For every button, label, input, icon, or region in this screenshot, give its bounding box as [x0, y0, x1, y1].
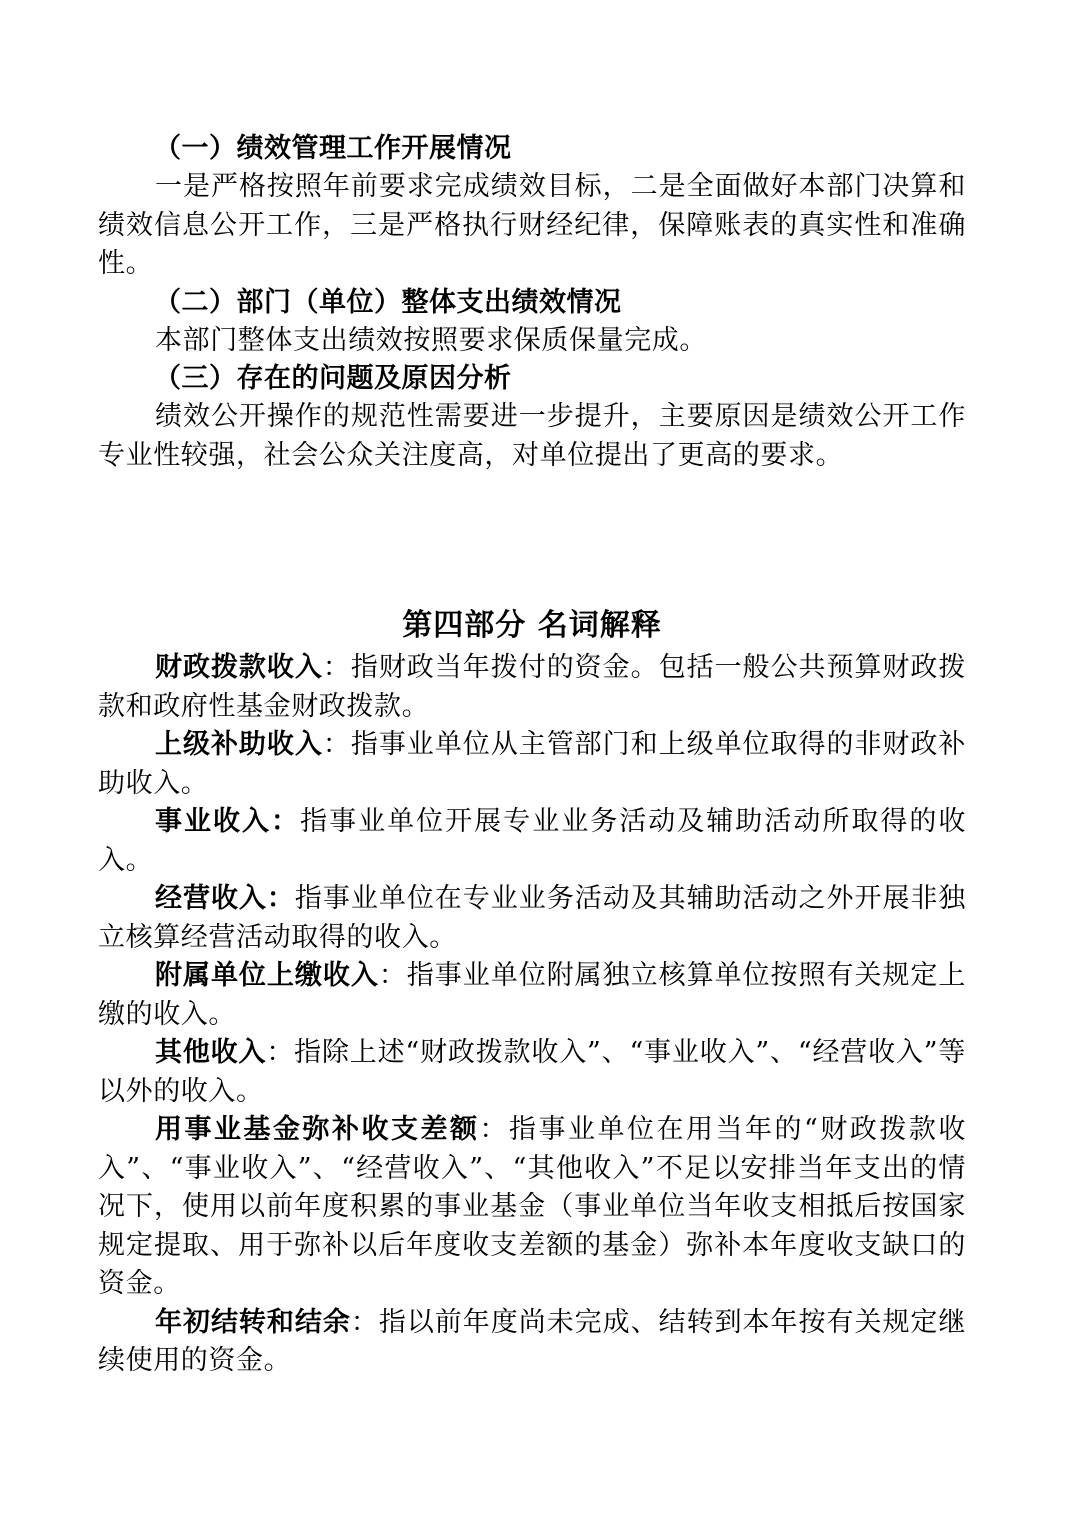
document-page	[98, 130, 966, 1381]
term-entry-other-income	[98, 1034, 966, 1111]
term-entry-business-income	[98, 803, 966, 880]
term-entry-carryover-balance	[98, 1304, 966, 1381]
term-definition: ：指以前年度尚未完成、结转到本年按有关规定继续使用的资金。	[98, 1306, 967, 1376]
term-label: 附属单位上缴收入	[155, 960, 379, 991]
term-label: 年初结转和结余	[155, 1306, 351, 1338]
term-label: 上级补助收入	[155, 729, 323, 760]
section-spacer	[98, 475, 966, 605]
section-heading-overall-expenditure: （二）部门（单位）整体支出绩效情况	[154, 286, 622, 318]
term-entry-superior-subsidy	[98, 726, 966, 803]
section-body-overall-expenditure: 本部门整体支出绩效按照要求保质保量完成。	[155, 324, 707, 356]
term-label: 其他收入	[155, 1037, 267, 1068]
term-label: 财政拨款收入	[155, 652, 323, 683]
term-definition: ：指财政当年拨付的资金。包括一般公共预算财政拨款和政府性基金财政拨款。	[98, 652, 966, 722]
section-heading-performance-management: （一）绩效管理工作开展情况	[154, 133, 512, 164]
section-body-problems-analysis: 绩效公开操作的规范性需要进一步提升，主要原因是绩效公开工作专业性较强，社会公众关注度高，对单位提出了更高的要求。	[98, 401, 966, 471]
term-definition: ：指除上述“财政拨款收入”、“事业收入”、“经营收入”等以外的收入。	[98, 1037, 967, 1107]
term-entry-operating-income	[98, 880, 966, 957]
term-definition: ：指事业单位在用当年的“财政拨款收入”、“事业收入”、“经营收入”、“其他收入”不足以安排当年支出的情况下，使用以前年度积累的事业基金（事业单位当年收支相抵后按国家规定提取、用于弥补以后年度收支差额的基金）弥补本年度收支缺口的资金。	[98, 1114, 966, 1299]
term-definition: 指事业单位开展专业业务活动及辅助活动所取得的收入。	[98, 806, 966, 876]
term-label: 事业收入：	[155, 806, 301, 837]
term-definition: ：指事业单位附属独立核算单位按照有关规定上缴的收入。	[98, 960, 966, 1030]
term-label: 用事业基金弥补收支差额	[155, 1114, 480, 1145]
part-four-title: 第四部分 名词解释	[402, 608, 662, 643]
term-entry-fiscal-appropriation	[98, 649, 966, 726]
term-entry-business-fund-offset	[98, 1111, 966, 1304]
section-heading-problems-analysis: （三）存在的问题及原因分析	[154, 363, 512, 394]
term-definition: ：指事业单位从主管部门和上级单位取得的非财政补助收入。	[98, 729, 966, 799]
section-body-performance-management: 一是严格按照年前要求完成绩效目标，二是全面做好本部门决算和绩效信息公开工作，三是严格执行财经纪律，保障账表的真实性和准确性。	[98, 171, 966, 279]
term-definition: 指事业单位在专业业务活动及其辅助活动之外开展非独立核算经营活动取得的收入。	[98, 883, 967, 953]
term-entry-affiliated-unit-income	[98, 957, 966, 1034]
term-label: 经营收入：	[155, 883, 295, 914]
